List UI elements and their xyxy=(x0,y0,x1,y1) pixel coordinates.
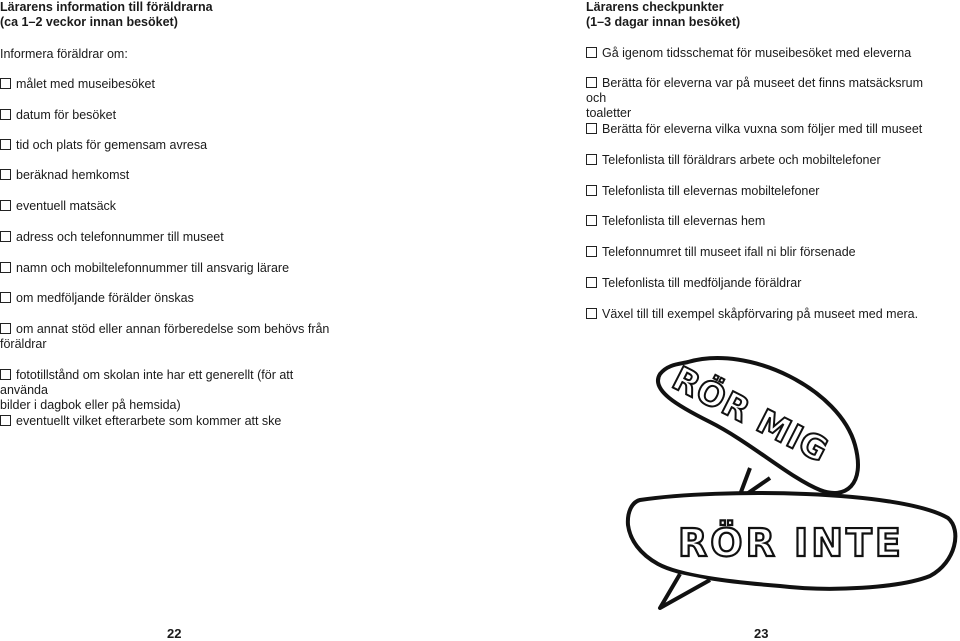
checklist-item-text: målet med museibesöket xyxy=(16,77,155,91)
checkpoint-item-text: Telefonnumret till museet ifall ni blir försenade xyxy=(602,245,856,259)
speech-bubble-bottom-text: RÖR INTE xyxy=(678,521,904,565)
checkpoint-item-text: Växel till till exempel skåpförvaring på museet med mera. xyxy=(602,307,919,321)
checkpoint-item xyxy=(586,46,936,61)
checkpoint-item-text: Telefonlista till föräldrars arbete och mobiltelefoner xyxy=(602,153,881,167)
checklist-item-text: eventuell matsäck xyxy=(16,199,117,213)
speech-bubble-top xyxy=(658,357,858,500)
checklist-item-text: eventuellt vilket efterarbete som kommer att ske xyxy=(16,414,282,428)
right-heading xyxy=(586,0,740,30)
checklist-item-text: datum för besöket xyxy=(16,108,117,122)
checklist-item xyxy=(0,168,340,183)
checkbox[interactable] xyxy=(586,246,597,257)
checkbox[interactable] xyxy=(0,292,11,303)
checkpoint-item xyxy=(586,214,936,229)
checklist-item-text: namn och mobiltelefonnummer till ansvarig lärare xyxy=(16,261,290,275)
speech-bubbles-illustration xyxy=(600,350,960,610)
checkbox[interactable] xyxy=(0,231,11,242)
checklist-item xyxy=(0,230,340,245)
checkbox[interactable] xyxy=(0,78,11,89)
speech-bubble-top-text: RÖR MIG xyxy=(666,358,836,471)
left-heading xyxy=(0,0,213,30)
checkbox[interactable] xyxy=(0,139,11,150)
checklist-item xyxy=(0,77,340,92)
checklist-item xyxy=(0,138,340,153)
checklist-item-text: beräknad hemkomst xyxy=(16,168,130,182)
checkpoint-item-text: Berätta för eleverna vilka vuxna som följer med till museet xyxy=(602,122,923,136)
left-intro: Informera föräldrar om: xyxy=(0,47,128,61)
checklist-item xyxy=(0,414,340,429)
checkpoint-item-text: Gå igenom tidsschemat för museibesöket med eleverna xyxy=(602,46,912,60)
checklist-item xyxy=(0,108,340,123)
checkbox[interactable] xyxy=(0,415,11,426)
checkpoint-item xyxy=(586,122,936,137)
checklist-item xyxy=(0,368,340,413)
checklist-item-text-cont: föräldrar xyxy=(0,337,47,351)
checklist-item-text: fototillstånd om skolan inte har ett generellt (för att använda xyxy=(0,368,294,397)
checkpoint-item-text: Telefonlista till medföljande föräldrar xyxy=(602,276,802,290)
checkbox[interactable] xyxy=(586,47,597,58)
checkbox[interactable] xyxy=(0,169,11,180)
checklist-item-text: tid och plats för gemensam avresa xyxy=(16,138,208,152)
speech-bubble-bottom xyxy=(628,493,955,608)
left-heading-line1: Lärarens information till föräldrarna xyxy=(0,0,213,14)
checkbox[interactable] xyxy=(586,154,597,165)
checklist-item xyxy=(0,291,340,306)
checkbox[interactable] xyxy=(586,77,597,88)
checkbox[interactable] xyxy=(586,123,597,134)
checkbox[interactable] xyxy=(0,109,11,120)
checkbox[interactable] xyxy=(586,185,597,196)
checkbox[interactable] xyxy=(0,262,11,273)
checkbox[interactable] xyxy=(0,200,11,211)
page-number-right: 23 xyxy=(754,626,769,641)
checkpoint-item xyxy=(586,76,936,121)
checklist-item xyxy=(0,322,340,352)
page-number-left: 22 xyxy=(167,626,182,641)
right-heading-line2: (1–3 dagar innan besöket) xyxy=(586,15,741,29)
checklist-item-text: om medföljande förälder önskas xyxy=(16,291,194,305)
checkpoint-item-text-cont: toaletter xyxy=(586,106,632,120)
checkbox[interactable] xyxy=(586,215,597,226)
checkpoint-item-text: Berätta för eleverna var på museet det finns matsäcksrum och xyxy=(586,76,923,105)
right-heading-line1: Lärarens checkpunkter xyxy=(586,0,724,14)
checkpoint-item xyxy=(586,276,936,291)
checklist-item xyxy=(0,199,340,214)
checkpoint-item xyxy=(586,245,936,260)
checkbox[interactable] xyxy=(0,369,11,380)
checkpoint-item xyxy=(586,153,936,168)
checkbox[interactable] xyxy=(586,277,597,288)
checkpoint-item xyxy=(586,184,936,199)
checklist-item xyxy=(0,261,340,276)
checklist-item-text: adress och telefonnummer till museet xyxy=(16,230,224,244)
left-heading-line2: (ca 1–2 veckor innan besöket) xyxy=(0,15,178,29)
checklist-item-text: om annat stöd eller annan förberedelse som behövs från xyxy=(16,322,330,336)
checkbox[interactable] xyxy=(586,308,597,319)
checkpoint-item-text: Telefonlista till elevernas mobiltelefoner xyxy=(602,184,820,198)
checkpoint-item xyxy=(586,307,946,322)
checkbox[interactable] xyxy=(0,323,11,334)
checkpoint-item-text: Telefonlista till elevernas hem xyxy=(602,214,766,228)
checklist-item-text-cont: bilder i dagbok eller på hemsida) xyxy=(0,398,181,412)
